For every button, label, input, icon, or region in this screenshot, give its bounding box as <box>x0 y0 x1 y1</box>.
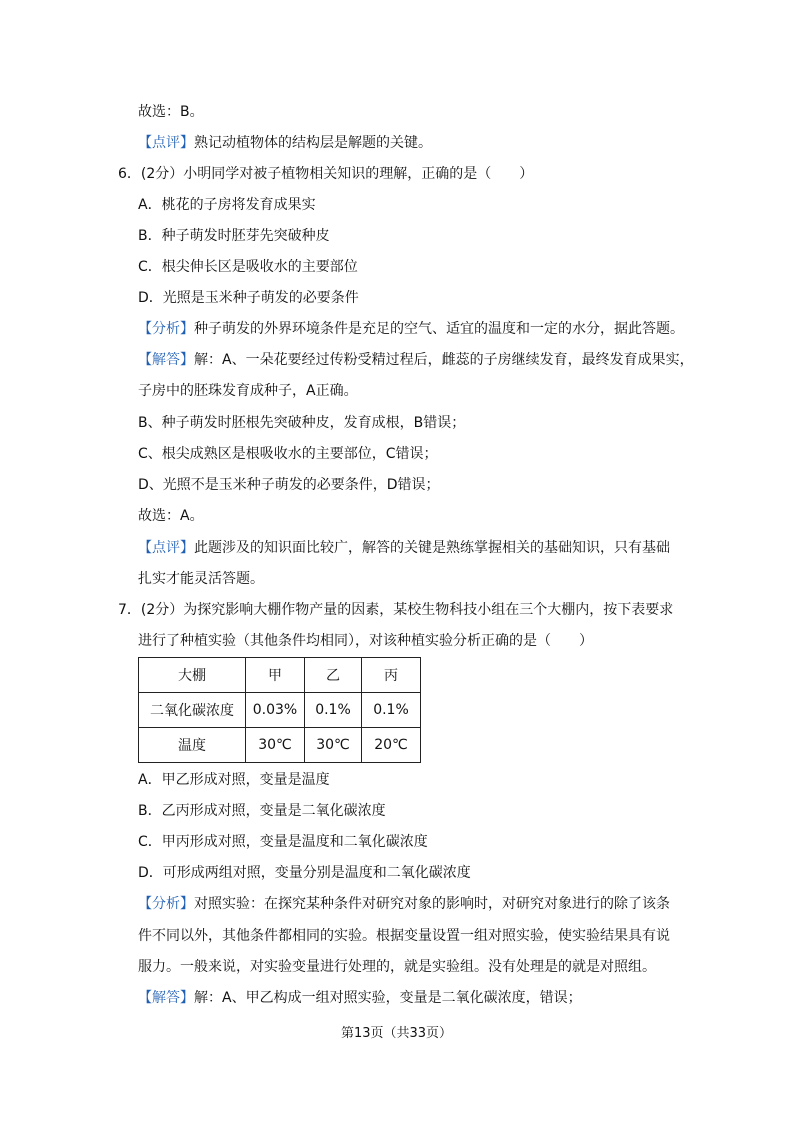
table-row <box>139 658 421 693</box>
question-6-answer-line-5: D、光照不是玉米种子萌发的必要条件，D错误； <box>138 477 440 493</box>
page-footer: 第13页（共33页） <box>340 1026 453 1041</box>
question-6-option-a: A．桃花的子房将发育成果实 <box>138 197 316 213</box>
question-7-option-a: A．甲乙形成对照，变量是温度 <box>138 772 330 788</box>
question-7-answer-line-1: 【解答】解：A、甲乙构成一组对照实验，变量是二氧化碳浓度，错误； <box>138 990 582 1006</box>
question-6-answer-line-3: B、种子萌发时胚根先突破种皮，发育成根，B错误； <box>138 415 466 431</box>
question-7-stem-line-1: 7．(2分）为探究影响大棚作物产量的因素，某校生物科技小组在三个大棚内，按下表要求 <box>118 602 674 618</box>
answer-tag: 【解答】 <box>138 352 194 368</box>
question-6-option-d: D．光照是玉米种子萌发的必要条件 <box>138 290 359 306</box>
analysis-tag: 【分析】 <box>138 321 194 337</box>
question-6-option-c: C．根尖伸长区是吸收水的主要部位 <box>138 259 358 275</box>
question-6-answer-line-1: 【解答】解：A、一朵花要经过传粉受精过程后，雌蕊的子房继续发育，最终发育成果实， <box>138 352 694 368</box>
table-header-cell: 甲 <box>246 658 305 693</box>
question-6-option-b: B．种子萌发时胚芽先突破种皮 <box>138 228 330 244</box>
table-cell: 0.1% <box>305 693 362 728</box>
question-6-answer-line-2: 子房中的胚珠发育成种子，A正确。 <box>138 383 358 399</box>
table-cell: 0.1% <box>362 693 421 728</box>
table-cell: 0.03% <box>246 693 305 728</box>
question-7-analysis-line-1: 【分析】对照实验：在探究某种条件对研究对象的影响时，对研究对象进行的除了该条 <box>138 896 670 912</box>
experiment-table <box>138 657 421 763</box>
table-header-cell: 丙 <box>362 658 421 693</box>
question-7-analysis-line-2: 件不同以外，其他条件都相同的实验。根据变量设置一组对照实验，使实验结果具有说 <box>138 928 670 944</box>
table-cell: 30℃ <box>305 728 362 763</box>
table-row <box>139 693 421 728</box>
question-6-analysis: 【分析】种子萌发的外界环境条件是充足的空气、适宜的温度和一定的水分，据此答题。 <box>138 321 684 337</box>
question-6-stem: 6．(2分）小明同学对被子植物相关知识的理解，正确的是（ ） <box>118 166 534 182</box>
question-7-option-c: C．甲丙形成对照，变量是温度和二氧化碳浓度 <box>138 834 428 850</box>
question-6-answer-line-4: C、根尖成熟区是根吸收水的主要部位，C错误； <box>138 446 438 462</box>
analysis-tag: 【分析】 <box>138 896 194 912</box>
question-6-review-line-2: 扎实才能灵活答题。 <box>138 571 264 587</box>
review-tag: 【点评】 <box>138 135 194 151</box>
question-6-review-line-1: 【点评】此题涉及的知识面比较广，解答的关键是熟练掌握相关的基础知识，只有基础 <box>138 540 670 556</box>
question-7-option-d: D．可形成两组对照，变量分别是温度和二氧化碳浓度 <box>138 865 471 881</box>
table-cell: 温度 <box>139 728 246 763</box>
table-cell: 二氧化碳浓度 <box>139 693 246 728</box>
question-7-option-b: B．乙丙形成对照，变量是二氧化碳浓度 <box>138 803 386 819</box>
answer-choice-prev: 故选：B。 <box>138 104 204 120</box>
question-7-stem-line-2: 进行了种植实验（其他条件均相同），对该种植实验分析正确的是（ ） <box>138 633 593 649</box>
table-cell: 30℃ <box>246 728 305 763</box>
question-6-choice: 故选：A。 <box>138 508 204 524</box>
table-header-cell: 乙 <box>305 658 362 693</box>
table-row <box>139 728 421 763</box>
table-cell: 20℃ <box>362 728 421 763</box>
table-header-cell: 大棚 <box>139 658 246 693</box>
answer-tag: 【解答】 <box>138 990 194 1006</box>
review-prev: 【点评】熟记动植物体的结构层是解题的关键。 <box>138 135 432 151</box>
review-tag: 【点评】 <box>138 540 194 556</box>
question-7-analysis-line-3: 服力。一般来说，对实验变量进行处理的，就是实验组。没有处理是的就是对照组。 <box>138 959 656 975</box>
